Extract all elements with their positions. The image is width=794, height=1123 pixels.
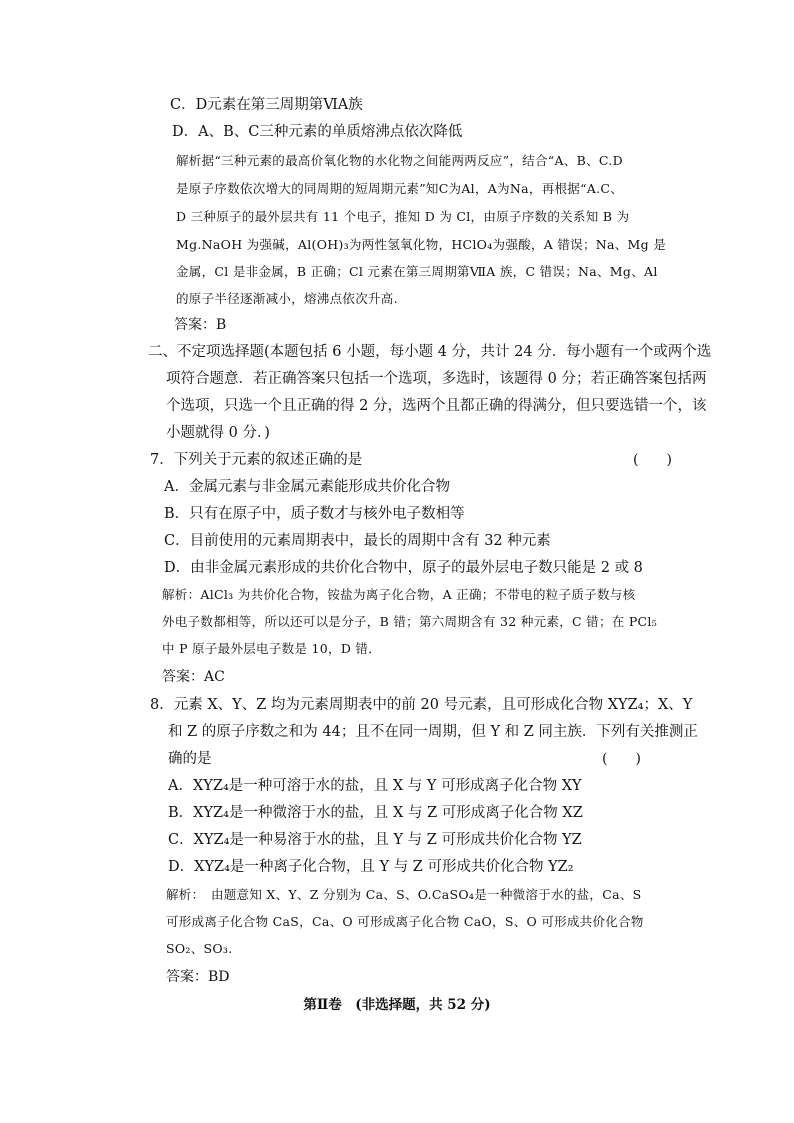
question-8-analysis: SO₂、SO₃. <box>166 941 233 956</box>
analysis-line: 是原子序数依次增大的同周期的短周期元素”知C为Al，A为Na，再根据“A.C、 <box>176 181 624 196</box>
section-heading: 二、不定项选择题(本题包括 6 小题，每小题 4 分，共计 24 分．每小题有一个或两个选 <box>148 344 712 360</box>
option-d-prev: D．A、B、C三种元素的单质熔沸点依次降低 <box>172 124 463 140</box>
section-instructions: 个选项，只选一个且正确的得 2 分，选两个且都正确的得满分，但只要选错一个，该 <box>166 398 707 414</box>
answer-prev: 答案：B <box>174 317 227 333</box>
question-7-option-a: A．金属元素与非金属元素能形成共价化合物 <box>164 479 450 495</box>
question-8-stem: 确的是 <box>168 751 212 767</box>
analysis-line: 金属，Cl 是非金属，B 正确；Cl 元素在第三周期第ⅦA 族，C 错误；Na、Mg、Al <box>176 264 658 279</box>
question-8-analysis: 可形成离子化合物 CaS，Ca、O 可形成离子化合物 CaO，S、O 可形成共价化合物 <box>166 914 644 929</box>
question-7-option-c: C．目前使用的元素周期表中，最长的周期中含有 32 种元素 <box>164 533 551 549</box>
question-8-stem: 8．元素 X、Y、Z 均为元素周期表中的前 20 号元素，且可形成化合物 XYZ₄；X、Y <box>150 697 693 713</box>
question-7-option-b: B．只有在原子中，质子数才与核外电子数相等 <box>164 506 465 522</box>
analysis-line: D 三种原子的最外层共有 11 个电子，推知 D 为 Cl，由原子序数的关系知 B 为 <box>176 209 630 224</box>
question-8-answer-blank: ( ) <box>602 751 641 767</box>
question-7-stem: 7．下列关于元素的叙述正确的是 <box>150 452 363 468</box>
question-7-analysis: 外电子数都相等，所以还可以是分子，B 错；第六周期含有 32 种元素，C 错；在 PCl₅ <box>162 614 658 629</box>
question-7-answer: 答案：AC <box>162 669 225 685</box>
question-8-option-a: A．XYZ₄是一种可溶于水的盐，且 X 与 Y 可形成离子化合物 XY <box>168 778 582 794</box>
section-instructions: 小题就得 0 分．) <box>166 425 270 441</box>
question-7-analysis: 中 P 原子最外层电子数是 10，D 错． <box>162 641 382 656</box>
option-c-prev: C．D元素在第三周期第ⅥA族 <box>170 97 363 113</box>
question-8-option-c: C．XYZ₄是一种易溶于水的盐，且 Y 与 Z 可形成共价化合物 YZ <box>168 832 582 848</box>
analysis-line: 的原子半径逐渐减小，熔沸点依次升高. <box>176 291 398 306</box>
question-7-answer-blank: ( ) <box>633 452 672 468</box>
analysis-line: Mg.NaOH 为强碱，Al(OH)₃为两性氢氧化物，HClO₄为强酸，A 错误；Na、Mg 是 <box>176 237 667 252</box>
part-two-heading: 第Ⅱ卷 (非选择题，共 52 分) <box>303 997 491 1013</box>
question-8-option-b: B．XYZ₄是一种微溶于水的盐，且 X 与 Z 可形成离子化合物 XZ <box>168 805 583 821</box>
question-8-stem: 和 Z 的原子序数之和为 44；且不在同一周期，但 Y 和 Z 同主族．下列有关推测正 <box>168 724 698 740</box>
section-instructions: 项符合题意．若正确答案只包括一个选项，多选时，该题得 0 分；若正确答案包括两 <box>166 371 707 387</box>
question-8-analysis: 解析： 由题意知 X、Y、Z 分别为 Ca、S、O.CaSO₄是一种微溶于水的盐，Ca、S <box>166 887 642 902</box>
analysis-line: 解析据“三种元素的最高价氧化物的水化物之间能两两反应”，结合“A、B、C.D <box>176 153 623 168</box>
question-7-analysis: 解析：AlCl₃ 为共价化合物，铵盐为离子化合物，A 正确；不带电的粒子质子数与核 <box>162 587 636 602</box>
question-8-option-d: D．XYZ₄是一种离子化合物，且 Y 与 Z 可形成共价化合物 YZ₂ <box>168 859 574 875</box>
question-8-answer: 答案：BD <box>166 969 230 985</box>
question-7-option-d: D．由非金属元素形成的共价化合物中，原子的最外层电子数只能是 2 或 8 <box>164 560 643 576</box>
